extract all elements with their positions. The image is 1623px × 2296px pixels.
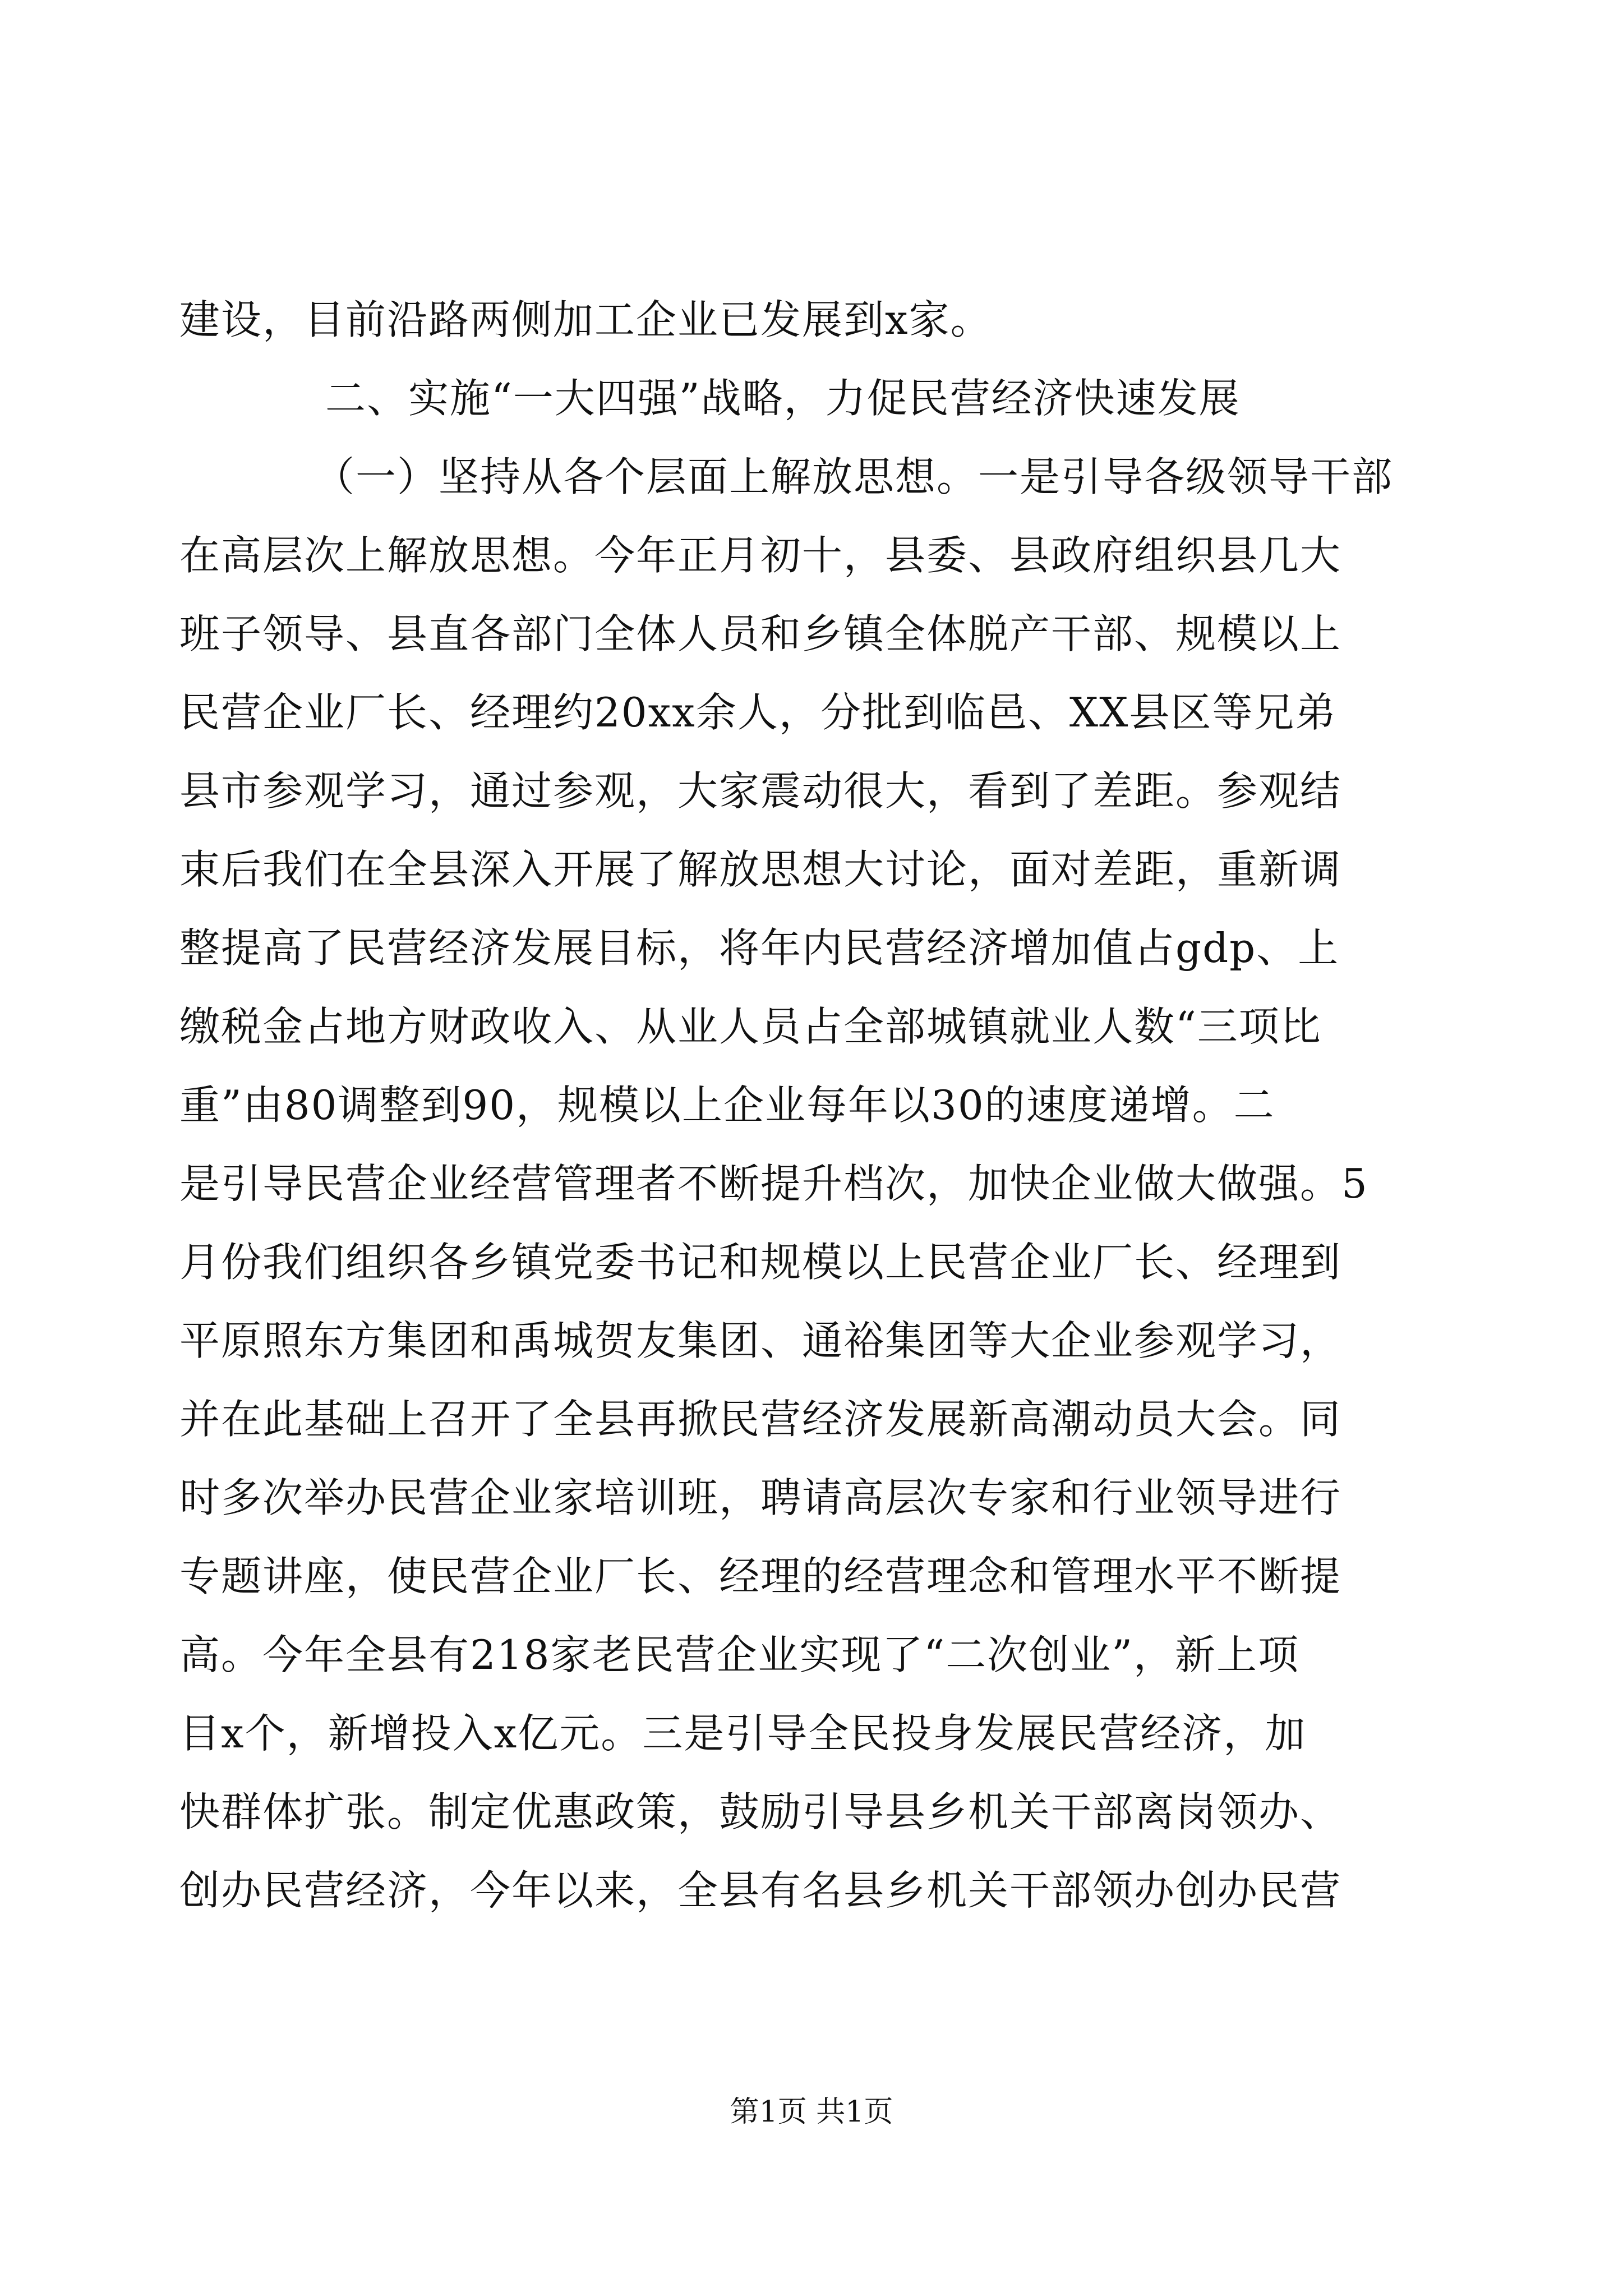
text-line: 束后我们在全县深入开展了解放思想大讨论，面对差距，重新调 [179,846,1342,893]
text-line: 是引导民营企业经营管理者不断提升档次，加快企业做大做强。5 [179,1160,1368,1207]
text-line: 班子领导、县直各部门全体人员和乡镇全体脱产干部、规模以上 [179,610,1342,657]
text-line: 整提高了民营经济发展目标，将年内民营经济增加值占gdp、上 [179,924,1340,972]
text-line: 在高层次上解放思想。今年正月初十，县委、县政府组织县几大 [179,532,1342,579]
text-line: 平原照东方集团和禹城贺友集团、通裕集团等大企业参观学习， [179,1317,1342,1364]
text-line: 专题讲座，使民营企业厂长、经理的经营理念和管理水平不断提 [179,1553,1342,1600]
text-line: 高。今年全县有218家老民营企业实现了“二次创业”，新上项 [179,1631,1300,1678]
text-line: 并在此基础上召开了全县再掀民营经济发展新高潮动员大会。同 [179,1396,1342,1443]
text-line: 月份我们组织各乡镇党委书记和规模以上民营企业厂长、经理到 [179,1239,1342,1286]
text-line: 目x个，新增投入x亿元。三是引导全民投身发展民营经济，加 [179,1710,1307,1757]
text-line: 快群体扩张。制定优惠政策，鼓励引导县乡机关干部离岗领办、 [179,1788,1342,1835]
text-line: 民营企业厂长、经理约20xx余人，分批到临邑、XX县区等兄弟 [179,689,1337,736]
text-line: 建设，目前沿路两侧加工企业已发展到x家。 [179,296,992,343]
text-line: 重”由80调整到90，规模以上企业每年以30的速度递增。二 [179,1082,1275,1129]
text-line: （一）坚持从各个层面上解放思想。一是引导各级领导干部 [314,453,1394,500]
page-footer: 第1页 共1页 [730,2095,893,2129]
text-line: 缴税金占地方财政收入、从业人员占全部城镇就业人数“三项比 [179,1003,1322,1050]
text-line: 创办民营经济，今年以来，全县有名县乡机关干部领办创办民营 [179,1867,1342,1914]
text-line: 县市参观学习，通过参观，大家震动很大，看到了差距。参观结 [179,767,1342,815]
section-heading: 二、实施“一大四强”战略，力促民营经济快速发展 [325,375,1241,422]
text-line: 时多次举办民营企业家培训班，聘请高层次专家和行业领导进行 [179,1474,1342,1521]
